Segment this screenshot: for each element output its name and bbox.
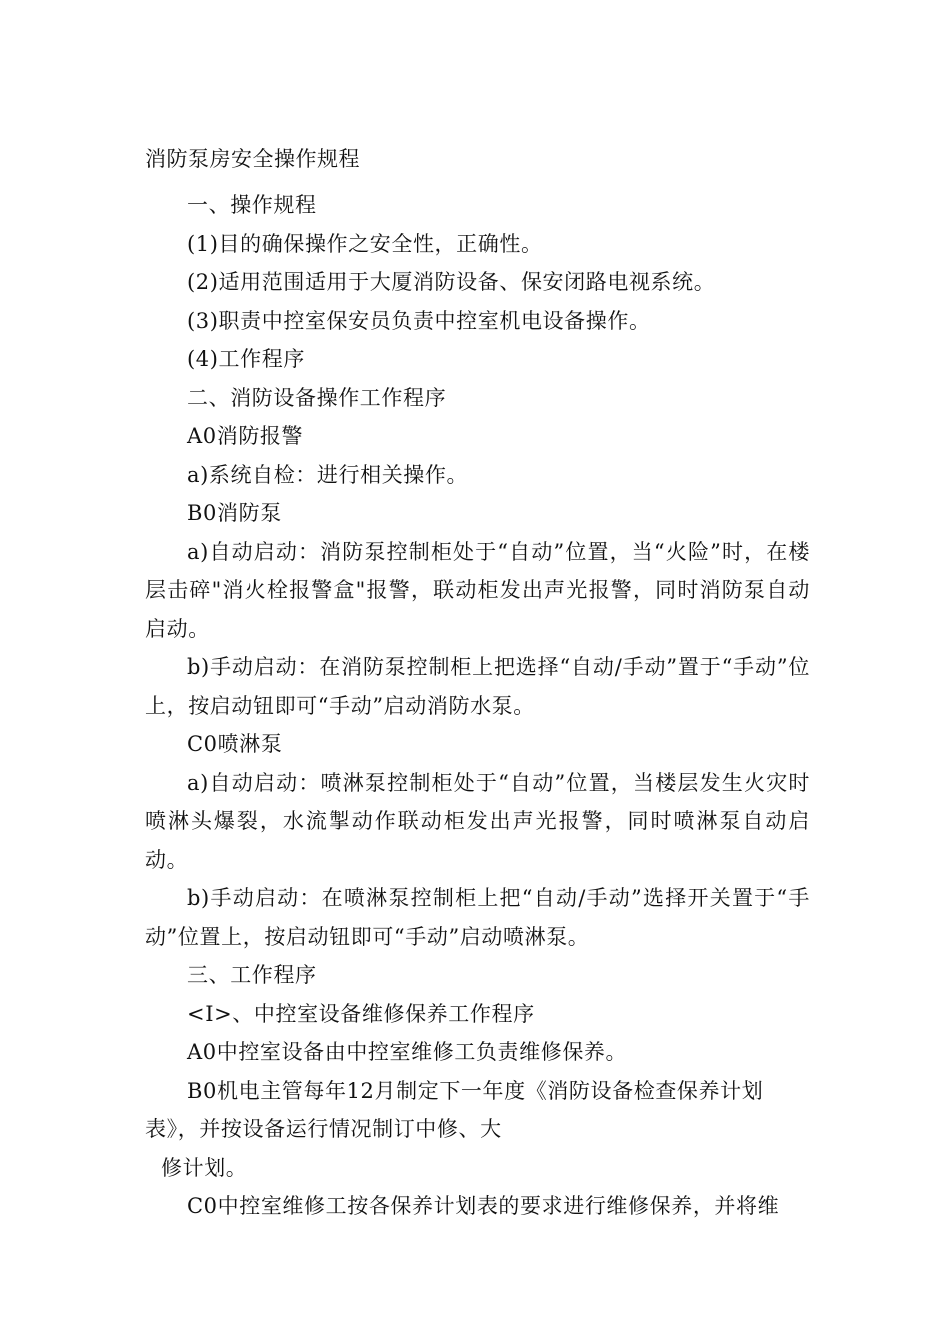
- paragraph-maintenance-plan-line3: 修计划。: [161, 1155, 248, 1180]
- paragraph-fire-pump-auto-start: a)自动启动：消防泵控制柜处于“自动”位置，当“火险”时，在楼层击碎"消火栓报警盒"报警，联动柜发出声光报警，同时消防泵自动启动。: [145, 539, 810, 641]
- paragraph-purpose: (1)目的确保操作之安全性，正确性。: [187, 231, 543, 256]
- section-heading-fire-equipment: 二、消防设备操作工作程序: [187, 385, 447, 410]
- paragraph-control-room-equipment: A0中控室设备由中控室维修工负责维修保养。: [187, 1040, 628, 1064]
- document-title: 消防泵房安全操作规程: [145, 147, 360, 171]
- paragraph-maintenance-execution: C0中控室维修工按各保养计划表的要求进行维修保养，并将维: [187, 1194, 780, 1218]
- paragraph-work-procedure: (4)工作程序: [187, 347, 305, 371]
- paragraph-sprinkler-auto-start: a)自动启动：喷淋泵控制柜处于“自动”位置，当楼层发生火灾时喷淋头爆裂，水流掣动作联动柜发出声光报警，同时喷淋泵自动启动。: [145, 770, 810, 872]
- paragraph-maintenance-plan-line2: 表》，并按设备运行情况制订中修、大: [145, 1117, 502, 1141]
- subheading-fire-alarm: A0消防报警: [187, 424, 304, 448]
- subheading-sprinkler-pump: C0喷淋泵: [187, 732, 283, 756]
- paragraph-sprinkler-manual-start: b)手动启动：在喷淋泵控制柜上把“自动/手动”选择开关置于“手动”位置上，按启动钮即可“手动”启动喷淋泵。: [145, 886, 810, 949]
- subheading-control-room-maintenance: <I>、中控室设备维修保养工作程序: [187, 1001, 535, 1026]
- paragraph-fire-pump-manual-start: b)手动启动：在消防泵控制柜上把选择“自动/手动”置于“手动”位上，按启动钮即可“手动”启动消防水泵。: [145, 655, 810, 718]
- document-body: [145, 143, 810, 1226]
- paragraph-maintenance-plan-start: B0机电主管每年12月制定下一年度《消防设备检查保养计划: [187, 1078, 764, 1103]
- paragraph-scope: (2)适用范围适用于大厦消防设备、保安闭路电视系统。: [187, 270, 716, 294]
- subheading-fire-pump: B0消防泵: [187, 501, 282, 525]
- section-heading-operation-rules: 一、操作规程: [187, 193, 317, 217]
- paragraph-responsibility: (3)职责中控室保安员负责中控室机电设备操作。: [187, 308, 651, 333]
- section-heading-work-procedure: 三、工作程序: [187, 963, 317, 987]
- paragraph-self-test: a)系统自检：进行相关操作。: [187, 462, 469, 487]
